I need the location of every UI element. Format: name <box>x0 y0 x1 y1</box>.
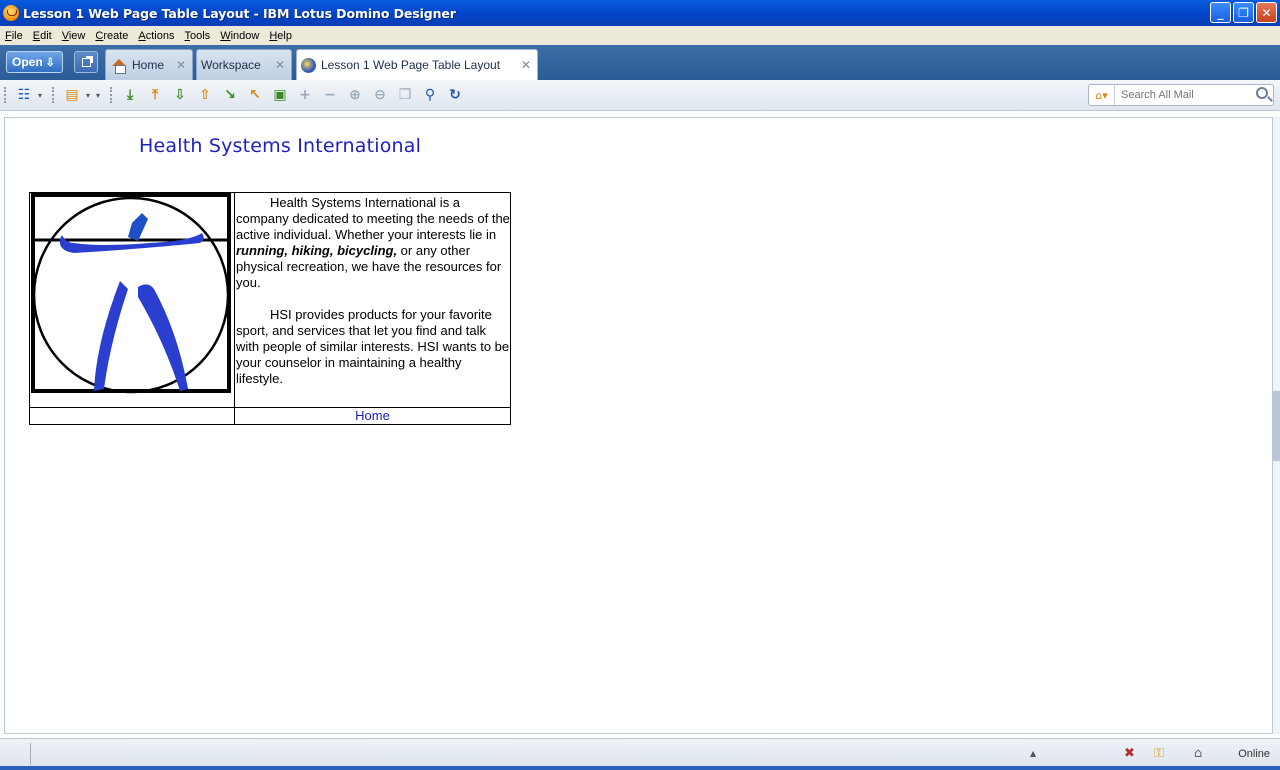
menu-actions[interactable]: Actions <box>138 29 175 42</box>
next-unread-icon[interactable]: ↘ <box>224 87 236 103</box>
refresh-icon[interactable]: ↻ <box>449 87 461 103</box>
new-document-icon[interactable]: ▤ <box>65 87 79 103</box>
bottom-edge <box>0 766 1280 770</box>
copy-icon[interactable]: ❐ <box>398 87 412 103</box>
activities-text: running, hiking, bicycling, <box>236 243 398 258</box>
para1-end: or any other physical recreation, we have the resources for you. <box>236 243 502 290</box>
status-divider <box>30 743 31 765</box>
database-icon <box>301 58 316 73</box>
collapse-all-icon[interactable]: ⊖ <box>374 87 386 103</box>
close-tab-icon[interactable]: ✕ <box>520 58 531 72</box>
para1-start: Health Systems International is a company dedicated to meeting the needs of the active individual. Whether your interests lie in <box>236 195 510 242</box>
replication-icon[interactable]: ⌂ <box>1194 746 1203 761</box>
scrollbar-thumb[interactable] <box>1273 391 1280 461</box>
empty-cell <box>30 408 235 425</box>
menu-create[interactable]: Create <box>95 29 129 42</box>
home-icon <box>112 59 127 72</box>
online-status[interactable]: Online <box>1238 748 1270 760</box>
expand-icon[interactable]: + <box>299 87 311 103</box>
home-link[interactable]: Home <box>235 408 511 425</box>
close-tab-icon[interactable]: ✕ <box>274 58 285 72</box>
lotus-app-icon[interactable] <box>3 5 19 21</box>
move-top-icon[interactable]: ⤒ <box>151 87 159 103</box>
go-to-icon[interactable]: ▣ <box>273 87 287 103</box>
view-options-icon[interactable]: ☷ <box>17 87 31 103</box>
tab-home[interactable] <box>105 49 193 80</box>
chevron-down-icon[interactable]: ▾ <box>86 90 91 100</box>
restore-button[interactable]: ❐ <box>1233 2 1254 23</box>
tab-workspace[interactable] <box>196 49 292 80</box>
arrow-up-icon[interactable]: ⇧ <box>199 87 211 103</box>
open-label: Open <box>12 55 43 69</box>
hsi-logo-image <box>30 193 234 404</box>
arrow-down-icon[interactable]: ⇩ <box>174 87 186 103</box>
toolbar <box>0 80 1280 111</box>
description-cell <box>235 193 511 408</box>
caret-up-icon[interactable]: ▲ <box>1030 749 1037 758</box>
close-button[interactable]: ✕ <box>1256 2 1277 23</box>
tab-lesson-label: Lesson 1 Web Page Table Layout <box>321 58 501 72</box>
search-input[interactable] <box>1121 89 1249 101</box>
menu-tools[interactable]: Tools <box>184 29 211 42</box>
tab-workspace-label: Workspace <box>201 58 261 72</box>
para2-text: HSI provides products for your favorite sport, and services that let you find and talk with people of similar interests. HSI wants to be your counselor in maintaining a healthy lifestyle. <box>236 307 510 386</box>
menu-view[interactable]: View <box>61 29 86 42</box>
vertical-scrollbar[interactable] <box>1273 117 1280 734</box>
minimize-button[interactable]: _ <box>1210 2 1231 23</box>
collapse-icon[interactable]: − <box>324 87 336 103</box>
expand-all-icon[interactable]: ⊕ <box>349 87 361 103</box>
document-content <box>4 117 1273 734</box>
toolbar-grip[interactable] <box>110 87 113 103</box>
menu-window[interactable]: Window <box>220 29 260 42</box>
key-icon[interactable]: ⚿ <box>1154 746 1164 761</box>
search-icon[interactable] <box>1256 87 1268 99</box>
menu-bar <box>0 26 1280 45</box>
logo-cell <box>30 193 235 408</box>
toolbar-grip[interactable] <box>4 87 7 103</box>
previous-unread-icon[interactable]: ↖ <box>249 87 261 103</box>
open-button[interactable] <box>6 51 63 73</box>
window-title: Lesson 1 Web Page Table Layout - IBM Lotus Domino Designer <box>23 5 456 21</box>
security-icon[interactable]: ✖ <box>1124 746 1135 761</box>
arrow-down-icon: ⇩ <box>45 56 55 69</box>
windows-icon <box>82 58 91 67</box>
menu-edit[interactable]: Edit <box>32 29 52 42</box>
search-box[interactable] <box>1088 84 1274 106</box>
move-bottom-icon[interactable]: ⤓ <box>126 87 134 103</box>
title-bar <box>0 0 1280 26</box>
description-paragraph-1 <box>236 195 510 291</box>
page-heading: Health Systems International <box>139 135 422 157</box>
window-switch-button[interactable] <box>74 51 98 73</box>
menu-file[interactable]: File <box>5 29 23 42</box>
tab-lesson[interactable] <box>296 49 538 80</box>
find-icon[interactable]: ⚲ <box>424 87 436 103</box>
tab-bar <box>0 45 1280 80</box>
close-tab-icon[interactable]: ✕ <box>175 58 186 72</box>
layout-table <box>29 192 511 425</box>
search-scope-icon[interactable]: ⌂▾ <box>1089 85 1115 105</box>
chevron-down-icon[interactable]: ▾ <box>96 90 101 100</box>
description-paragraph-2 <box>236 307 510 387</box>
tab-home-label: Home <box>132 58 165 72</box>
chevron-down-icon[interactable]: ▾ <box>38 90 43 100</box>
toolbar-grip[interactable] <box>52 87 55 103</box>
menu-help[interactable]: Help <box>269 29 292 42</box>
